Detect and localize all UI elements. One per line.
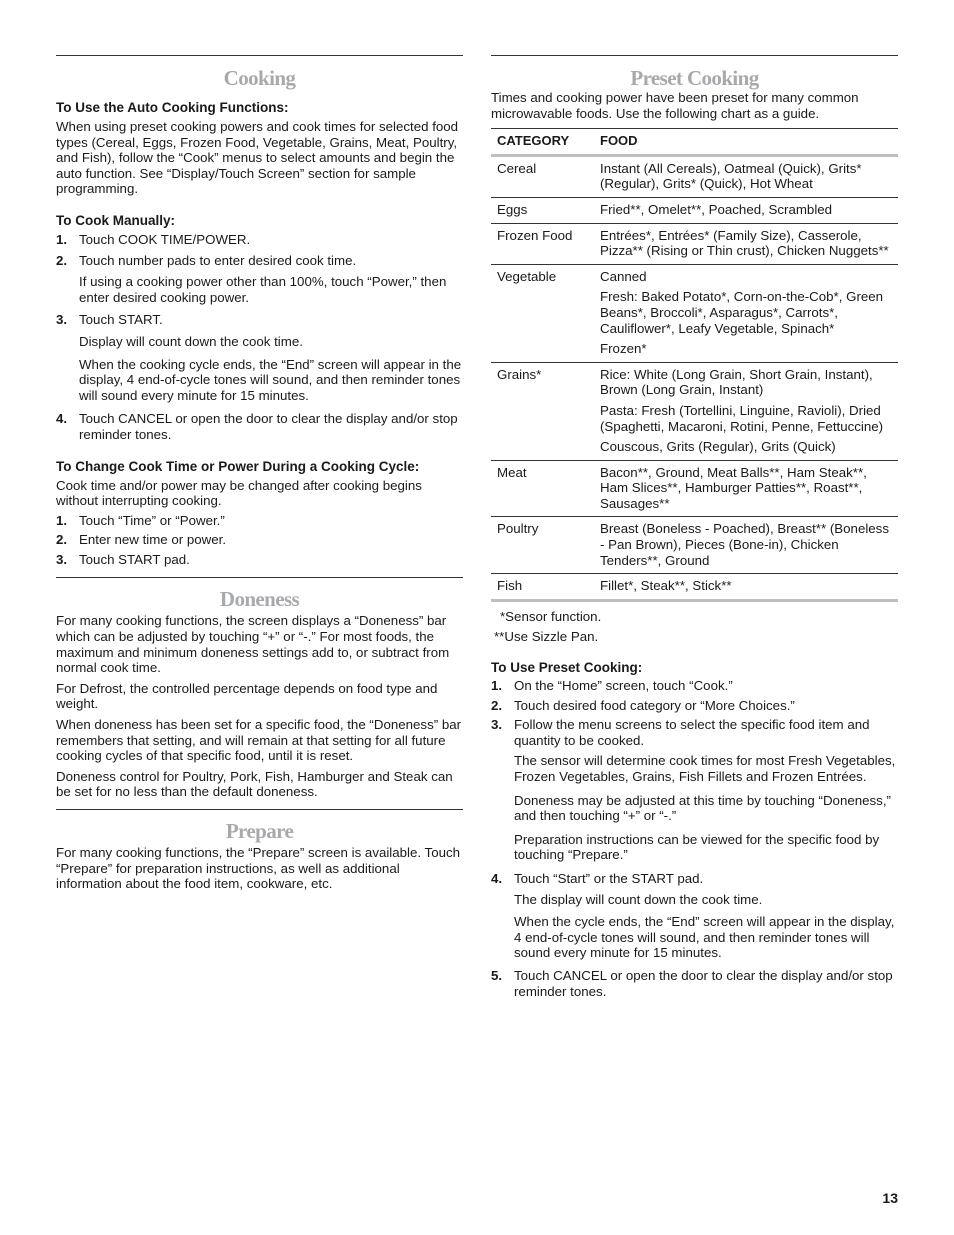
step-number: 3. [56,312,68,328]
page-number: 13 [882,1190,898,1206]
step-text: On the “Home” screen, touch “Cook.” [514,678,733,694]
prepare-text: For many cooking functions, the “Prepare” screen is available. Touch “Prepare” for preparation instructions, as well as additional information about the food item, cookware, etc. [56,845,461,892]
list-item [491,968,898,999]
cook-manually-subheading: To Cook Manually: [56,212,176,228]
footnote-sensor: *Sensor function. [500,608,602,624]
food-line: Fillet*, Steak**, Stick** [600,578,732,594]
food-category-table [491,128,898,602]
section-rule [56,577,463,578]
step-text: Touch COOK TIME/POWER. [79,231,251,247]
doneness-paragraph: For many cooking functions, the screen displays a “Doneness” bar which can be adjusted by touching “+” or “-.” For most foods, the maximum and minimum doneness settings add to, or subtract from normal cook time. [56,613,450,676]
section-rule [491,55,898,56]
food-line: Entrées*, Entrées* (Family Size), Casserole, Pizza** (Rising or Thin crust), Chicken Nuggets** [600,227,889,259]
food-line: Rice: White (Long Grain, Short Grain, Instant), Brown (Long Grain, Instant) [600,366,873,398]
step-text: Enter new time or power. [79,532,227,548]
step-number: 3. [56,551,68,567]
list-item [56,411,463,442]
food-cell [594,197,898,223]
step-number: 1. [491,678,503,694]
step-number: 5. [491,967,503,983]
list-item [491,871,898,887]
change-cook-time-text: Cook time and/or power may be changed after cooking begins without interrupting cooking. [56,477,422,509]
category-cell: Vegetable [491,264,594,362]
section-rule [56,55,463,56]
doneness-paragraph: Doneness control for Poultry, Pork, Fish, Hamburger and Steak can be set for no less than the default doneness. [56,768,453,800]
change-cook-time-subheading: To Change Cook Time or Power During a Cooking Cycle: [56,458,420,474]
change-cook-time-steps [56,513,463,568]
step-number: 2. [56,252,68,268]
food-line: Fresh: Baked Potato*, Corn-on-the-Cob*, Green Beans*, Broccoli*, Asparagus*, Carrots*, Cauliflower*, Leafy Vegetable, Spinach* [600,289,884,336]
food-line: Breast (Boneless - Poached), Breast** (Boneless - Pan Brown), Pieces (Bone-in), Chicken Tenders**, Ground [600,521,889,568]
table-row [491,264,898,362]
step-note: Doneness may be adjusted at this time by touching “Doneness,” and then touching “+” or “-.” [514,792,891,824]
food-cell [594,264,898,362]
footnote-sizzle-pan: **Use Sizzle Pan. [494,629,599,645]
step-text: Touch CANCEL or open the door to clear the display and/or stop reminder tones. [514,967,893,999]
food-line: Couscous, Grits (Regular), Grits (Quick) [600,439,836,455]
list-item [491,678,898,694]
food-cell [594,460,898,517]
cook-manually-steps [56,232,463,443]
section-rule [56,809,463,810]
step-number: 4. [56,411,68,427]
step-number: 4. [491,870,503,886]
step-number: 2. [491,697,503,713]
step-note: When the cooking cycle ends, the “End” screen will appear in the display, 4 end-of-cycle tones will sound, and then reminder tones will sound every minute for 15 minutes. [79,356,462,403]
step-number: 2. [56,532,68,548]
table-row [491,517,898,574]
step-text: Touch START pad. [79,551,190,567]
column-header-category: CATEGORY [491,129,594,156]
step-note: The display will count down the cook time. [514,891,763,907]
food-cell [594,574,898,601]
use-preset-cooking-subheading: To Use Preset Cooking: [491,660,643,676]
doneness-heading: Doneness [219,587,300,612]
list-item [56,552,463,568]
step-note: Display will count down the cook time. [79,333,303,349]
food-line: Frozen* [600,341,647,357]
table-row [491,223,898,264]
auto-cooking-subheading: To Use the Auto Cooking Functions: [56,100,289,115]
step-note: If using a cooking power other than 100%, touch “Power,” then enter desired cooking power. [79,274,447,305]
table-row [491,197,898,223]
step-text: Touch “Time” or “Power.” [79,512,225,528]
food-cell [594,362,898,460]
step-text: Touch “Start” or the START pad. [514,870,704,886]
list-item [56,312,463,328]
step-text: Touch START. [79,312,163,328]
step-text: Touch CANCEL or open the door to clear the display and/or stop reminder tones. [79,411,458,442]
food-cell [594,155,898,197]
table-row [491,574,898,601]
list-item [491,717,898,748]
list-item [56,532,463,548]
step-number: 1. [56,512,68,528]
category-cell: Grains* [491,362,594,460]
right-column [491,55,898,999]
auto-cooking-text: When using preset cooking powers and cook times for selected food types (Cereal, Eggs, Frozen Food, Vegetable, Grains, Meat, Poultry, and Fish), follow the “Cook” menus to select amounts and begin the auto function. See “Display/Touch Screen” section for sample programming. [56,119,459,197]
category-cell: Frozen Food [491,223,594,264]
step-number: 1. [56,231,68,247]
doneness-paragraph: For Defrost, the controlled percentage depends on food type and weight. [56,680,438,712]
step-text: Touch number pads to enter desired cook time. [79,252,357,268]
food-line: Fried**, Omelet**, Poached, Scrambled [600,201,833,217]
food-line: Instant (All Cereals), Oatmeal (Quick), Grits* (Regular), Grits* (Quick), Hot Wheat [600,160,862,192]
column-header-food: FOOD [594,129,898,156]
preset-intro-text: Times and cooking power have been preset for many common microwavable foods. Use the following chart as a guide. [491,90,859,121]
step-note: Preparation instructions can be viewed for the specific food by touching “Prepare.” [514,831,880,863]
food-cell [594,517,898,574]
category-cell: Meat [491,460,594,517]
table-row [491,362,898,460]
list-item [56,232,463,248]
preset-cooking-heading: Preset Cooking [630,66,759,90]
list-item [56,513,463,529]
category-cell: Fish [491,574,594,601]
food-line: Pasta: Fresh (Tortellini, Linguine, Ravioli), Dried (Spaghetti, Macaroni, Rotini, Penne, Fettuccine) [600,402,884,434]
list-item [56,253,463,269]
table-row [491,460,898,517]
prepare-heading: Prepare [225,819,294,843]
step-note: When the cycle ends, the “End” screen will appear in the display, 4 end-of-cycle tones will sound, and then reminder tones will sound every minute for 15 minutes. [514,914,895,961]
doneness-paragraph: When doneness has been set for a specific food, the “Doneness” bar remembers that setting, and will remain at that setting for all future cooking cycles of that specific food, until it is reset. [56,717,462,764]
category-cell: Cereal [491,155,594,197]
food-cell [594,223,898,264]
step-text: Touch desired food category or “More Choices.” [514,697,795,713]
preset-cooking-steps [491,678,898,999]
step-note: The sensor will determine cook times for most Fresh Vegetables, Frozen Vegetables, Grains, Fish Fillets and Frozen Entrées. [514,753,896,784]
table-header-row [491,129,898,156]
table-row [491,155,898,197]
step-text: Follow the menu screens to select the specific food item and quantity to be cooked. [514,717,870,748]
left-column [56,55,463,892]
category-cell: Eggs [491,197,594,223]
cooking-heading: Cooking [223,66,296,90]
category-cell: Poultry [491,517,594,574]
food-line: Canned [600,268,647,284]
list-item [491,698,898,714]
step-number: 3. [491,717,503,733]
food-line: Bacon**, Ground, Meat Balls**, Ham Steak**, Ham Slices**, Hamburger Patties**, Roast**, Sausages** [600,464,867,511]
